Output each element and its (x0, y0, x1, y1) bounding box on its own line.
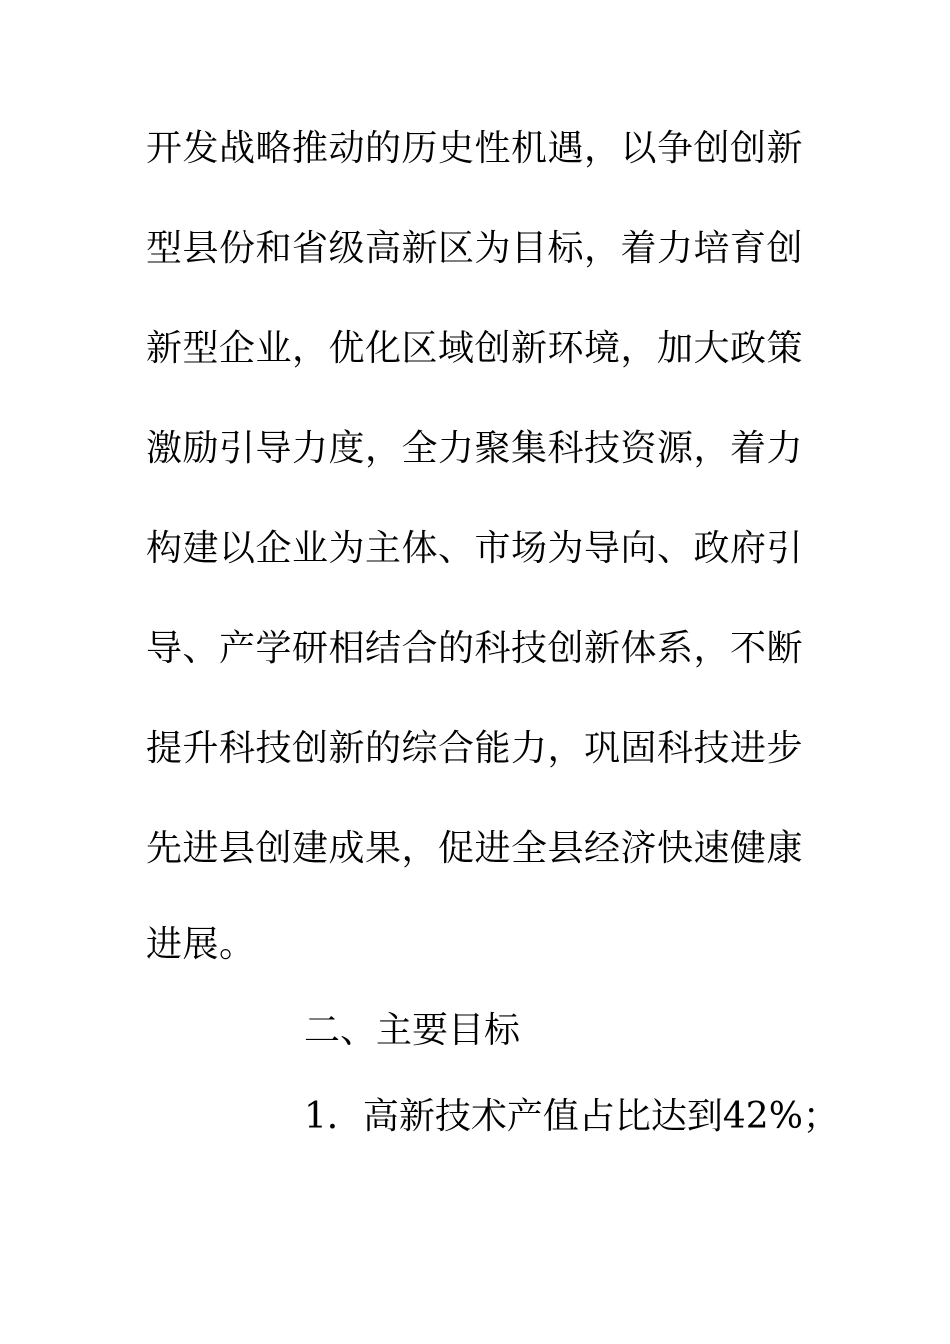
paragraph-line: 提升科技创新的综合能力，巩固科技进步 (146, 728, 804, 769)
paragraph-line: 新型企业，优化区域创新环境，加大政策 (146, 328, 804, 369)
paragraph-line: 导、产学研相结合的科技创新体系，不断 (146, 628, 804, 669)
paragraph-line: 开发战略推动的历史性机遇，以争创创新 (146, 128, 804, 169)
section-heading: 二、主要目标 (304, 1010, 521, 1051)
paragraph-line: 激励引导力度，全力聚集科技资源，着力 (146, 428, 804, 469)
paragraph-line: 构建以企业为主体、市场为导向、政府引 (146, 528, 804, 569)
paragraph-line: 型县份和省级高新区为目标，着力培育创 (146, 228, 804, 269)
paragraph-line: 进展。 (146, 924, 256, 965)
list-item: 1．高新技术产值占比达到42%； (304, 1096, 839, 1137)
paragraph-line: 先进县创建成果，促进全县经济快速健康 (146, 828, 804, 869)
